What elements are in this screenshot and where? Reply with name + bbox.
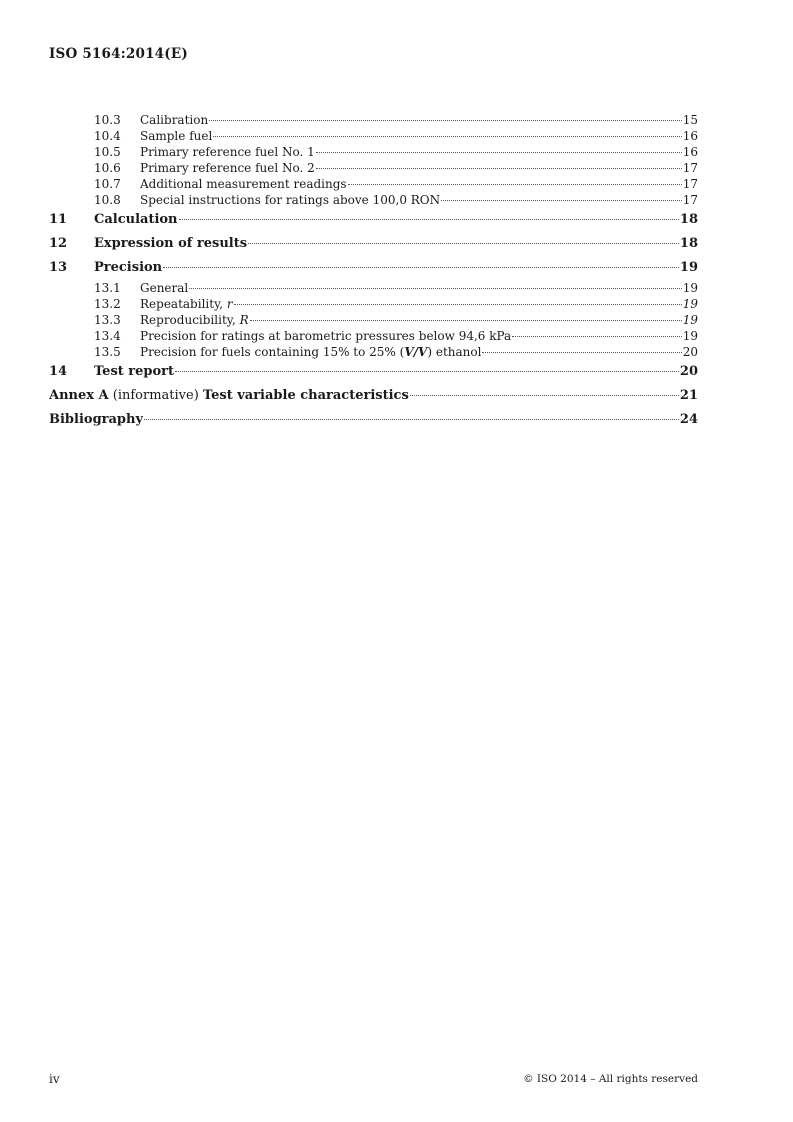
toc-title <box>49 384 409 408</box>
page-number: iv <box>49 1072 60 1086</box>
toc-leader <box>189 288 681 289</box>
toc-leader <box>250 320 682 321</box>
toc-page: 24 <box>679 412 698 427</box>
toc-leader <box>144 419 679 420</box>
toc-leader <box>213 136 681 137</box>
toc-entry-bibliography[interactable] <box>49 408 698 432</box>
toc-page: 20 <box>679 364 698 379</box>
toc-page: 19 <box>682 281 698 295</box>
toc-page: 17 <box>682 193 698 207</box>
toc-title: Calibration <box>140 113 209 127</box>
toc-entry-13-4[interactable] <box>49 328 698 344</box>
toc-page: 17 <box>682 161 698 175</box>
toc-leader <box>441 200 682 201</box>
toc-page: 18 <box>679 236 698 251</box>
toc-title: Precision for ratings at barometric pressures below 94,6 kPa <box>140 329 512 343</box>
toc-title-text: ) ethanol <box>427 345 482 359</box>
toc-entry-annex-a[interactable] <box>49 384 698 408</box>
toc-entry-13-5[interactable] <box>49 344 698 360</box>
toc-leader <box>348 184 682 185</box>
toc-title: Calculation <box>94 212 178 227</box>
toc-entry-10-4[interactable] <box>49 128 698 144</box>
toc-leader <box>209 120 682 121</box>
toc-title: Primary reference fuel No. 2 <box>140 161 315 175</box>
copyright-notice: © ISO 2014 – All rights reserved <box>523 1073 698 1085</box>
toc-entry-10-5[interactable] <box>49 144 698 160</box>
toc-entry-10-3[interactable] <box>49 112 698 128</box>
toc-entry-10-7[interactable] <box>49 176 698 192</box>
toc-entry-10-8[interactable] <box>49 192 698 208</box>
table-of-contents <box>49 112 698 432</box>
annex-label: Annex A <box>49 388 109 403</box>
toc-title-variable: R <box>239 313 249 327</box>
toc-number: 10.8 <box>94 193 121 207</box>
toc-leader <box>316 152 682 153</box>
toc-title: Bibliography <box>49 412 144 427</box>
toc-leader <box>234 304 682 305</box>
toc-leader <box>163 267 679 268</box>
toc-title <box>140 296 233 312</box>
toc-title: Expression of results <box>94 236 248 251</box>
toc-number: 12 <box>49 236 68 251</box>
toc-page: 20 <box>682 345 698 359</box>
toc-entry-11[interactable] <box>49 208 698 232</box>
annex-qualifier: (informative) <box>108 388 203 403</box>
toc-number: 10.7 <box>94 177 121 191</box>
toc-title: Additional measurement readings <box>140 177 347 191</box>
toc-page: 19 <box>679 260 698 275</box>
toc-entry-13-3[interactable] <box>49 312 698 328</box>
toc-leader <box>410 395 679 396</box>
toc-number: 13.5 <box>94 345 121 359</box>
toc-title: Test report <box>94 364 175 379</box>
toc-title <box>140 312 249 328</box>
annex-title: Test variable characteristics <box>202 388 409 403</box>
toc-number: 13.4 <box>94 329 121 343</box>
toc-leader <box>482 352 681 353</box>
toc-page: 18 <box>679 212 698 227</box>
toc-title-text: Precision for fuels containing 15% to 25% ( <box>140 345 405 359</box>
toc-page: 15 <box>682 113 698 127</box>
toc-entry-12[interactable] <box>49 232 698 256</box>
toc-number: 11 <box>49 212 68 227</box>
toc-page: 19 <box>682 313 698 327</box>
toc-title: Sample fuel <box>140 129 213 143</box>
toc-page: 21 <box>679 388 698 403</box>
toc-page: 16 <box>682 129 698 143</box>
toc-number: 14 <box>49 364 68 379</box>
toc-title-variable: r <box>226 297 233 311</box>
toc-title-text: Reproducibility, <box>140 313 240 327</box>
toc-number: 10.3 <box>94 113 121 127</box>
toc-entry-14[interactable] <box>49 360 698 384</box>
toc-number: 13.3 <box>94 313 121 327</box>
toc-title <box>140 344 481 360</box>
toc-number: 13 <box>49 260 68 275</box>
toc-title: Primary reference fuel No. 1 <box>140 145 315 159</box>
toc-entry-13-1[interactable] <box>49 280 698 296</box>
toc-number: 10.5 <box>94 145 121 159</box>
toc-entry-10-6[interactable] <box>49 160 698 176</box>
toc-page: 17 <box>682 177 698 191</box>
toc-leader <box>248 243 679 244</box>
toc-number: 10.4 <box>94 129 121 143</box>
toc-number: 13.1 <box>94 281 121 295</box>
toc-title-variable: V/V <box>404 345 428 359</box>
toc-number: 13.2 <box>94 297 121 311</box>
toc-title: Precision <box>94 260 163 275</box>
toc-title: Special instructions for ratings above 100,0 RON <box>140 193 441 207</box>
toc-leader <box>179 219 679 220</box>
toc-title: General <box>140 281 189 295</box>
toc-page: 16 <box>682 145 698 159</box>
toc-title-text: Repeatability, <box>140 297 227 311</box>
toc-page: 19 <box>682 297 698 311</box>
document-id: ISO 5164:2014(E) <box>49 46 188 62</box>
toc-leader <box>512 336 682 337</box>
toc-entry-13[interactable] <box>49 256 698 280</box>
toc-page: 19 <box>682 329 698 343</box>
toc-number: 10.6 <box>94 161 121 175</box>
toc-leader <box>316 168 682 169</box>
toc-leader <box>175 371 679 372</box>
toc-entry-13-2[interactable] <box>49 296 698 312</box>
